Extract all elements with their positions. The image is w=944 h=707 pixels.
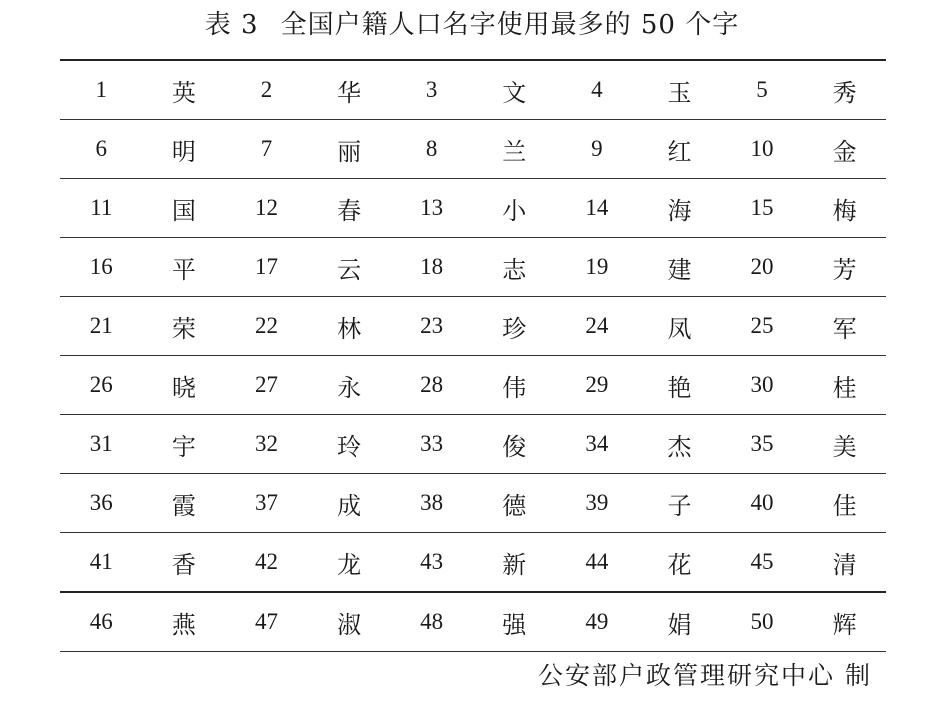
name-character: 子 <box>667 491 692 520</box>
name-character: 宇 <box>171 432 196 461</box>
rank-number: 44 <box>585 549 609 574</box>
names-table <box>60 59 886 652</box>
rank-number: 17 <box>254 254 278 279</box>
name-character: 辉 <box>832 610 857 639</box>
table-number-label: 表 3 <box>204 10 259 40</box>
rank-number: 47 <box>254 609 278 634</box>
rank-number: 24 <box>585 313 609 338</box>
name-character: 玉 <box>667 78 692 107</box>
rank-number: 35 <box>750 431 774 456</box>
table-title <box>0 8 944 42</box>
table-row <box>60 533 886 593</box>
table-row <box>60 179 886 238</box>
name-character: 文 <box>502 78 527 107</box>
table-row <box>60 474 886 533</box>
rank-number: 38 <box>420 490 444 515</box>
name-character: 春 <box>337 196 362 225</box>
rank-number: 20 <box>750 254 774 279</box>
name-character: 梅 <box>832 196 857 225</box>
names-table-body <box>60 60 886 652</box>
name-character: 明 <box>171 137 196 166</box>
rank-number: 34 <box>585 431 609 456</box>
name-character: 荣 <box>171 314 196 343</box>
table-title-text: 全国户籍人口名字使用最多的 50 个字 <box>280 10 740 40</box>
rank-number: 10 <box>750 136 774 161</box>
name-character: 林 <box>337 314 362 343</box>
rank-number: 41 <box>89 549 113 574</box>
rank-number: 30 <box>750 372 774 397</box>
name-character: 红 <box>667 137 692 166</box>
name-character: 平 <box>171 255 196 284</box>
rank-number: 23 <box>420 313 444 338</box>
name-character: 美 <box>832 432 857 461</box>
name-character: 晓 <box>171 373 196 402</box>
rank-number: 21 <box>89 313 113 338</box>
rank-number: 50 <box>750 609 774 634</box>
rank-number: 32 <box>254 431 278 456</box>
rank-number: 36 <box>89 490 113 515</box>
name-character: 伟 <box>502 373 527 402</box>
rank-number: 25 <box>750 313 774 338</box>
rank-number: 11 <box>90 195 113 220</box>
rank-number: 9 <box>591 136 603 161</box>
rank-number: 6 <box>95 136 108 161</box>
name-character: 金 <box>832 137 857 166</box>
name-character: 桂 <box>832 373 857 402</box>
name-character: 德 <box>502 491 527 520</box>
rank-number: 31 <box>89 431 113 456</box>
rank-number: 15 <box>750 195 774 220</box>
name-character: 龙 <box>337 550 362 579</box>
name-character: 永 <box>337 373 362 402</box>
name-character: 清 <box>832 550 857 579</box>
name-character: 秀 <box>832 78 857 107</box>
name-character: 成 <box>337 491 362 520</box>
table-row <box>60 60 886 120</box>
table-row <box>60 592 886 652</box>
name-character: 玲 <box>337 432 362 461</box>
name-character: 新 <box>502 550 527 579</box>
rank-number: 48 <box>420 609 444 634</box>
name-character: 娟 <box>667 610 692 639</box>
name-character: 小 <box>502 196 527 225</box>
name-character: 军 <box>832 314 857 343</box>
rank-number: 16 <box>89 254 113 279</box>
rank-number: 2 <box>260 77 273 102</box>
rank-number: 5 <box>756 77 768 102</box>
rank-number: 1 <box>95 77 108 102</box>
rank-number: 40 <box>750 490 774 515</box>
rank-number: 19 <box>585 254 609 279</box>
name-character: 淑 <box>337 610 362 639</box>
name-character: 华 <box>337 78 362 107</box>
rank-number: 26 <box>89 372 113 397</box>
rank-number: 4 <box>591 77 603 102</box>
name-character: 丽 <box>337 137 362 166</box>
name-character: 云 <box>337 255 362 284</box>
name-character: 芳 <box>832 255 857 284</box>
name-character: 俊 <box>502 432 527 461</box>
name-character: 凤 <box>667 314 692 343</box>
rank-number: 7 <box>260 136 273 161</box>
name-character: 花 <box>667 550 692 579</box>
rank-number: 33 <box>420 431 444 456</box>
rank-number: 46 <box>89 609 113 634</box>
name-character: 霞 <box>171 491 196 520</box>
table-row <box>60 238 886 297</box>
rank-number: 3 <box>425 77 438 102</box>
rank-number: 43 <box>420 549 444 574</box>
rank-number: 8 <box>425 136 438 161</box>
rank-number: 22 <box>254 313 278 338</box>
name-character: 佳 <box>832 491 857 520</box>
name-character: 杰 <box>667 432 692 461</box>
name-character: 英 <box>171 78 196 107</box>
rank-number: 42 <box>254 549 278 574</box>
table-row <box>60 120 886 179</box>
names-table-container <box>60 59 886 652</box>
name-character: 兰 <box>502 137 527 166</box>
rank-number: 39 <box>585 490 609 515</box>
name-character: 志 <box>502 255 527 284</box>
name-character: 香 <box>171 550 196 579</box>
rank-number: 18 <box>420 254 444 279</box>
source-credit: 公安部户政管理研究中心 制 <box>538 661 872 690</box>
rank-number: 49 <box>585 609 609 634</box>
name-character: 强 <box>502 610 527 639</box>
rank-number: 12 <box>254 195 278 220</box>
rank-number: 28 <box>420 372 444 397</box>
rank-number: 14 <box>585 195 609 220</box>
name-character: 建 <box>667 255 692 284</box>
name-character: 国 <box>171 196 196 225</box>
name-character: 燕 <box>171 610 196 639</box>
rank-number: 29 <box>585 372 609 397</box>
table-row <box>60 415 886 474</box>
table-row <box>60 356 886 415</box>
rank-number: 37 <box>254 490 278 515</box>
name-character: 艳 <box>667 373 692 402</box>
rank-number: 45 <box>750 549 774 574</box>
name-character: 海 <box>667 196 692 225</box>
rank-number: 27 <box>254 372 278 397</box>
name-character: 珍 <box>502 314 527 343</box>
rank-number: 13 <box>420 195 444 220</box>
table-row <box>60 297 886 356</box>
